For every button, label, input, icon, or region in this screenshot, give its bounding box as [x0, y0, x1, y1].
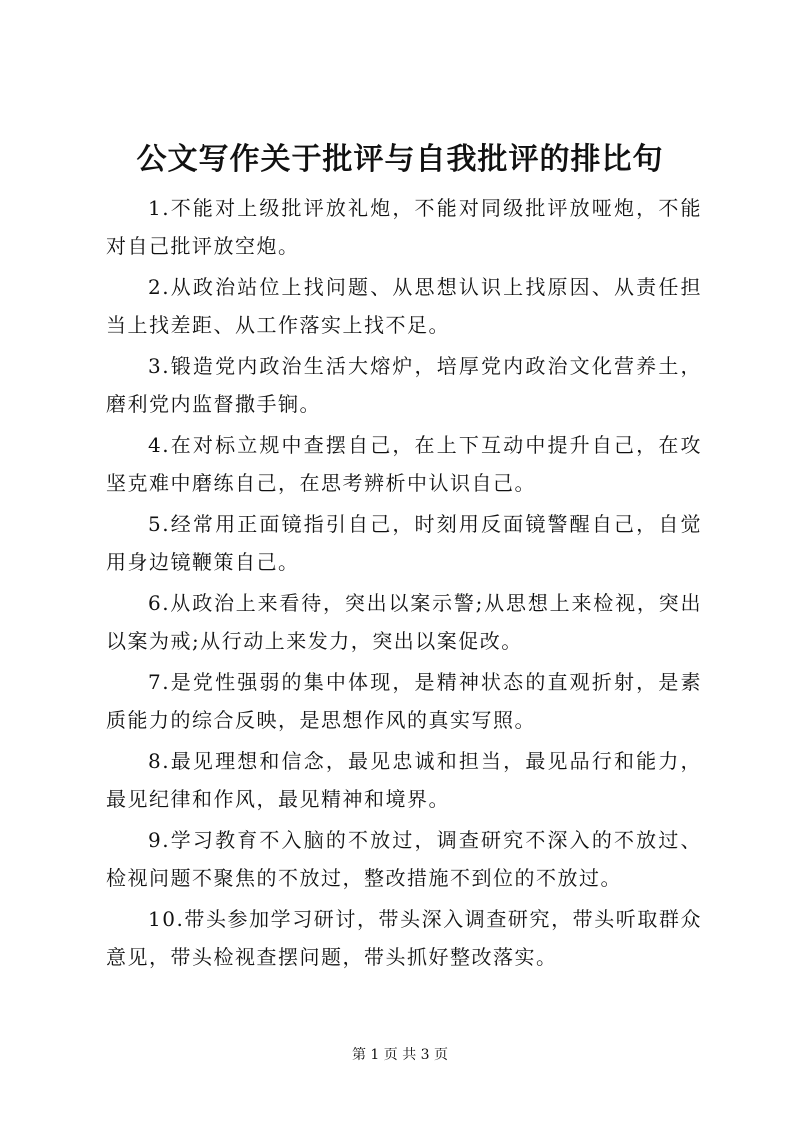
statement-item-9: 9.学习教育不入脑的不放过，调查研究不深入的不放过、检视问题不聚焦的不放过，整改措施不到位的不放过。 [106, 828, 702, 890]
statement-item-6: 6.从政治上来看待，突出以案示警;从思想上来检视，突出以案为戒;从行动上来发力，突出以案促改。 [106, 591, 702, 653]
document-title: 公文写作关于批评与自我批评的排比句 [136, 142, 664, 177]
statement-item-1: 1.不能对上级批评放礼炮，不能对同级批评放哑炮，不能对自己批评放空炮。 [106, 196, 702, 258]
statement-item-3: 3.锻造党内政治生活大熔炉，培厚党内政治文化营养土，磨利党内监督撒手锏。 [106, 354, 702, 416]
statement-item-8: 8.最见理想和信念，最见忠诚和担当，最见品行和能力，最见纪律和作风，最见精神和境界。 [106, 749, 702, 811]
statement-item-2: 2.从政治站位上找问题、从思想认识上找原因、从责任担当上找差距、从工作落实上找不足。 [106, 275, 702, 337]
statement-item-5: 5.经常用正面镜指引自己，时刻用反面镜警醒自己，自觉用身边镜鞭策自己。 [106, 512, 702, 574]
statement-item-4: 4.在对标立规中查摆自己，在上下互动中提升自己，在攻坚克难中磨练自己，在思考辨析中认识自己。 [106, 433, 702, 495]
statement-list [106, 189, 702, 979]
statement-item-7: 7.是党性强弱的集中体现，是精神状态的直观折射，是素质能力的综合反映，是思想作风的真实写照。 [106, 670, 702, 732]
page-footer: 第 1 页 共 3 页 [351, 1047, 449, 1063]
statement-item-10: 10.带头参加学习研讨，带头深入调查研究，带头听取群众意见，带头检视查摆问题，带头抓好整改落实。 [106, 907, 702, 969]
